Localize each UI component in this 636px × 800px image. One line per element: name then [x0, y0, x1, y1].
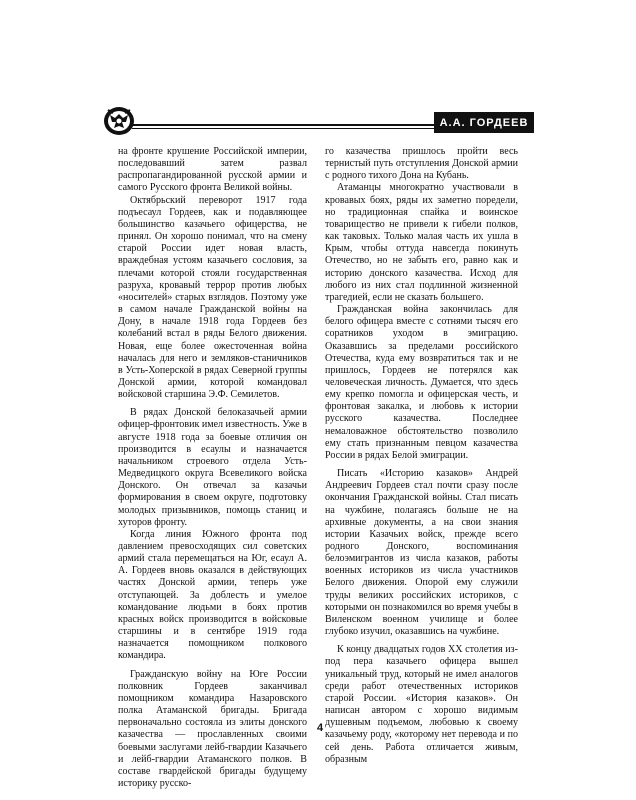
paragraph: Писать «Историю казаков» Андрей Андреевич Гордеев стал почти сразу после окончания Гражданской войны. Стал писать на чужбине, полагаясь больше не на архивные документы, а на свои знания истории Казачьих войск, прежде всего родного Донского, воспоминания белоэмигрантов из числа казаков, работы военных историков из числа участников Белого движения. Опорой ему служили труды великих российских историков, с которыми он познакомился во время учебы в Виленском военном училище и более глубоко изучил, оказавшись на чужбине. [325, 468, 518, 638]
paragraph: Когда линия Южного фронта под давлением превосходящих сил советских армий стала перемещаться на Юг, есаул А. А. Гордеев вновь оказался в действующих частях Донской армии, теперь уже отступающей. За доблесть и умелое командование людьми в боях против красных войск производится в войсковые старшины и в сентябре 1919 года назначается помощником полкового командира. [118, 528, 307, 662]
left-column [118, 146, 307, 790]
double-headed-eagle-emblem-icon [102, 104, 136, 138]
running-header [102, 112, 534, 133]
right-column [325, 146, 518, 766]
author-name: А.А. ГОРДЕЕВ [434, 112, 534, 133]
paragraph: на фронте крушение Российской империи, последовавший затем развал распропагандированной русской армии и самого Русского фронта Великой войны. [118, 146, 307, 194]
header-rule-thin [132, 128, 438, 129]
paragraph: В рядах Донской белоказачьей армии офицер-фронтовик имел известность. Уже в августе 1918 года за боевые отличия он производится в есаулы и назначается начальником строевого отдела Усть-Медведицкого округа Всевеликого войска Донского. Он отвечал за казачьи формирования в своем округе, подготовку молодых призывников, помощь станиц и хуторов фронту. [118, 407, 308, 528]
paragraph: Гражданскую войну на Юге России полковник Гордеев заканчивал помощником командира Назаровского полка Атаманской бригады. Бригада первоначально состояла из элиты донского казачества — прославленных своими боевыми заслугами лейб-гвардии Казачьего и лейб-гвардии Атаманского полков. В составе гвардейской бригады будущему историку русско- [118, 668, 307, 789]
paragraph: го казачества пришлось пройти весь тернистый путь отступления Донской армии с родного тихого Дона на Кубань. [325, 146, 518, 182]
paragraph: Гражданская война закончилась для белого офицера вместе с сотнями тысяч его соратников уходом в эмиграцию. Оказавшись за пределами российского Отечества, куда ему возвратиться так и не пришлось, Гордеев не потерялся как человеческая личность. Думается, что здесь ему крепко помогла и офицерская честь, и фронтовая закалка, и любовь к истории русского казачества. Последнее немаловажное обстоятельство позволило ему стать признанным певцом казачества России в рядах Белой эмиграции. [325, 304, 518, 461]
paragraph: Атаманцы многократно участвовали в кровавых боях, ряды их заметно поредели, но традиционная спайка и воинское товарищество не привели к гибели полков, как таковых. Только малая часть их ушла в Крым, чтобы оттуда навсегда покинуть Отечество, но не забыть его, равно как и историю донского казачества. Исход для любого из них стал подлинной жизненной трагедией, если не сказать большего. [325, 182, 518, 303]
paragraph: Октябрьский переворот 1917 года подъесаул Гордеев, как и подавляющее большинство казачьего офицерства, не принял. Он хорошо понимал, что на смену старой России идет новая власть, враждебная устоям казачьего сословия, за плечами которой стояли государственная разруха, кровавый террор против любых «носителей» старых взглядов. Поэтому уже в самом начале Гражданской войны на Дону, в начале 1918 года Гордеев без колебаний встал в ряды Белого движения. Новая, еще более ожесточенная война началась для него и земляков-станичников в Усть-Хоперской в рядах Северной группы Донской армии, которой командовал войсковой старшина Э.Ф. Семилетов. [118, 194, 307, 401]
paragraph: К концу двадцатых годов XX столетия из-под пера казачьего офицера вышел уникальный труд, который не имел аналогов среди работ отечественных историков старой России. «История казаков». Он написан автором с хорошо видимым душевным подъемом, любовью к своему казачьему роду, «которому нет перевода и по сей день. Работа отличается живым, образным [325, 644, 518, 765]
header-rule [132, 124, 438, 126]
page-number: 4 [316, 722, 324, 734]
